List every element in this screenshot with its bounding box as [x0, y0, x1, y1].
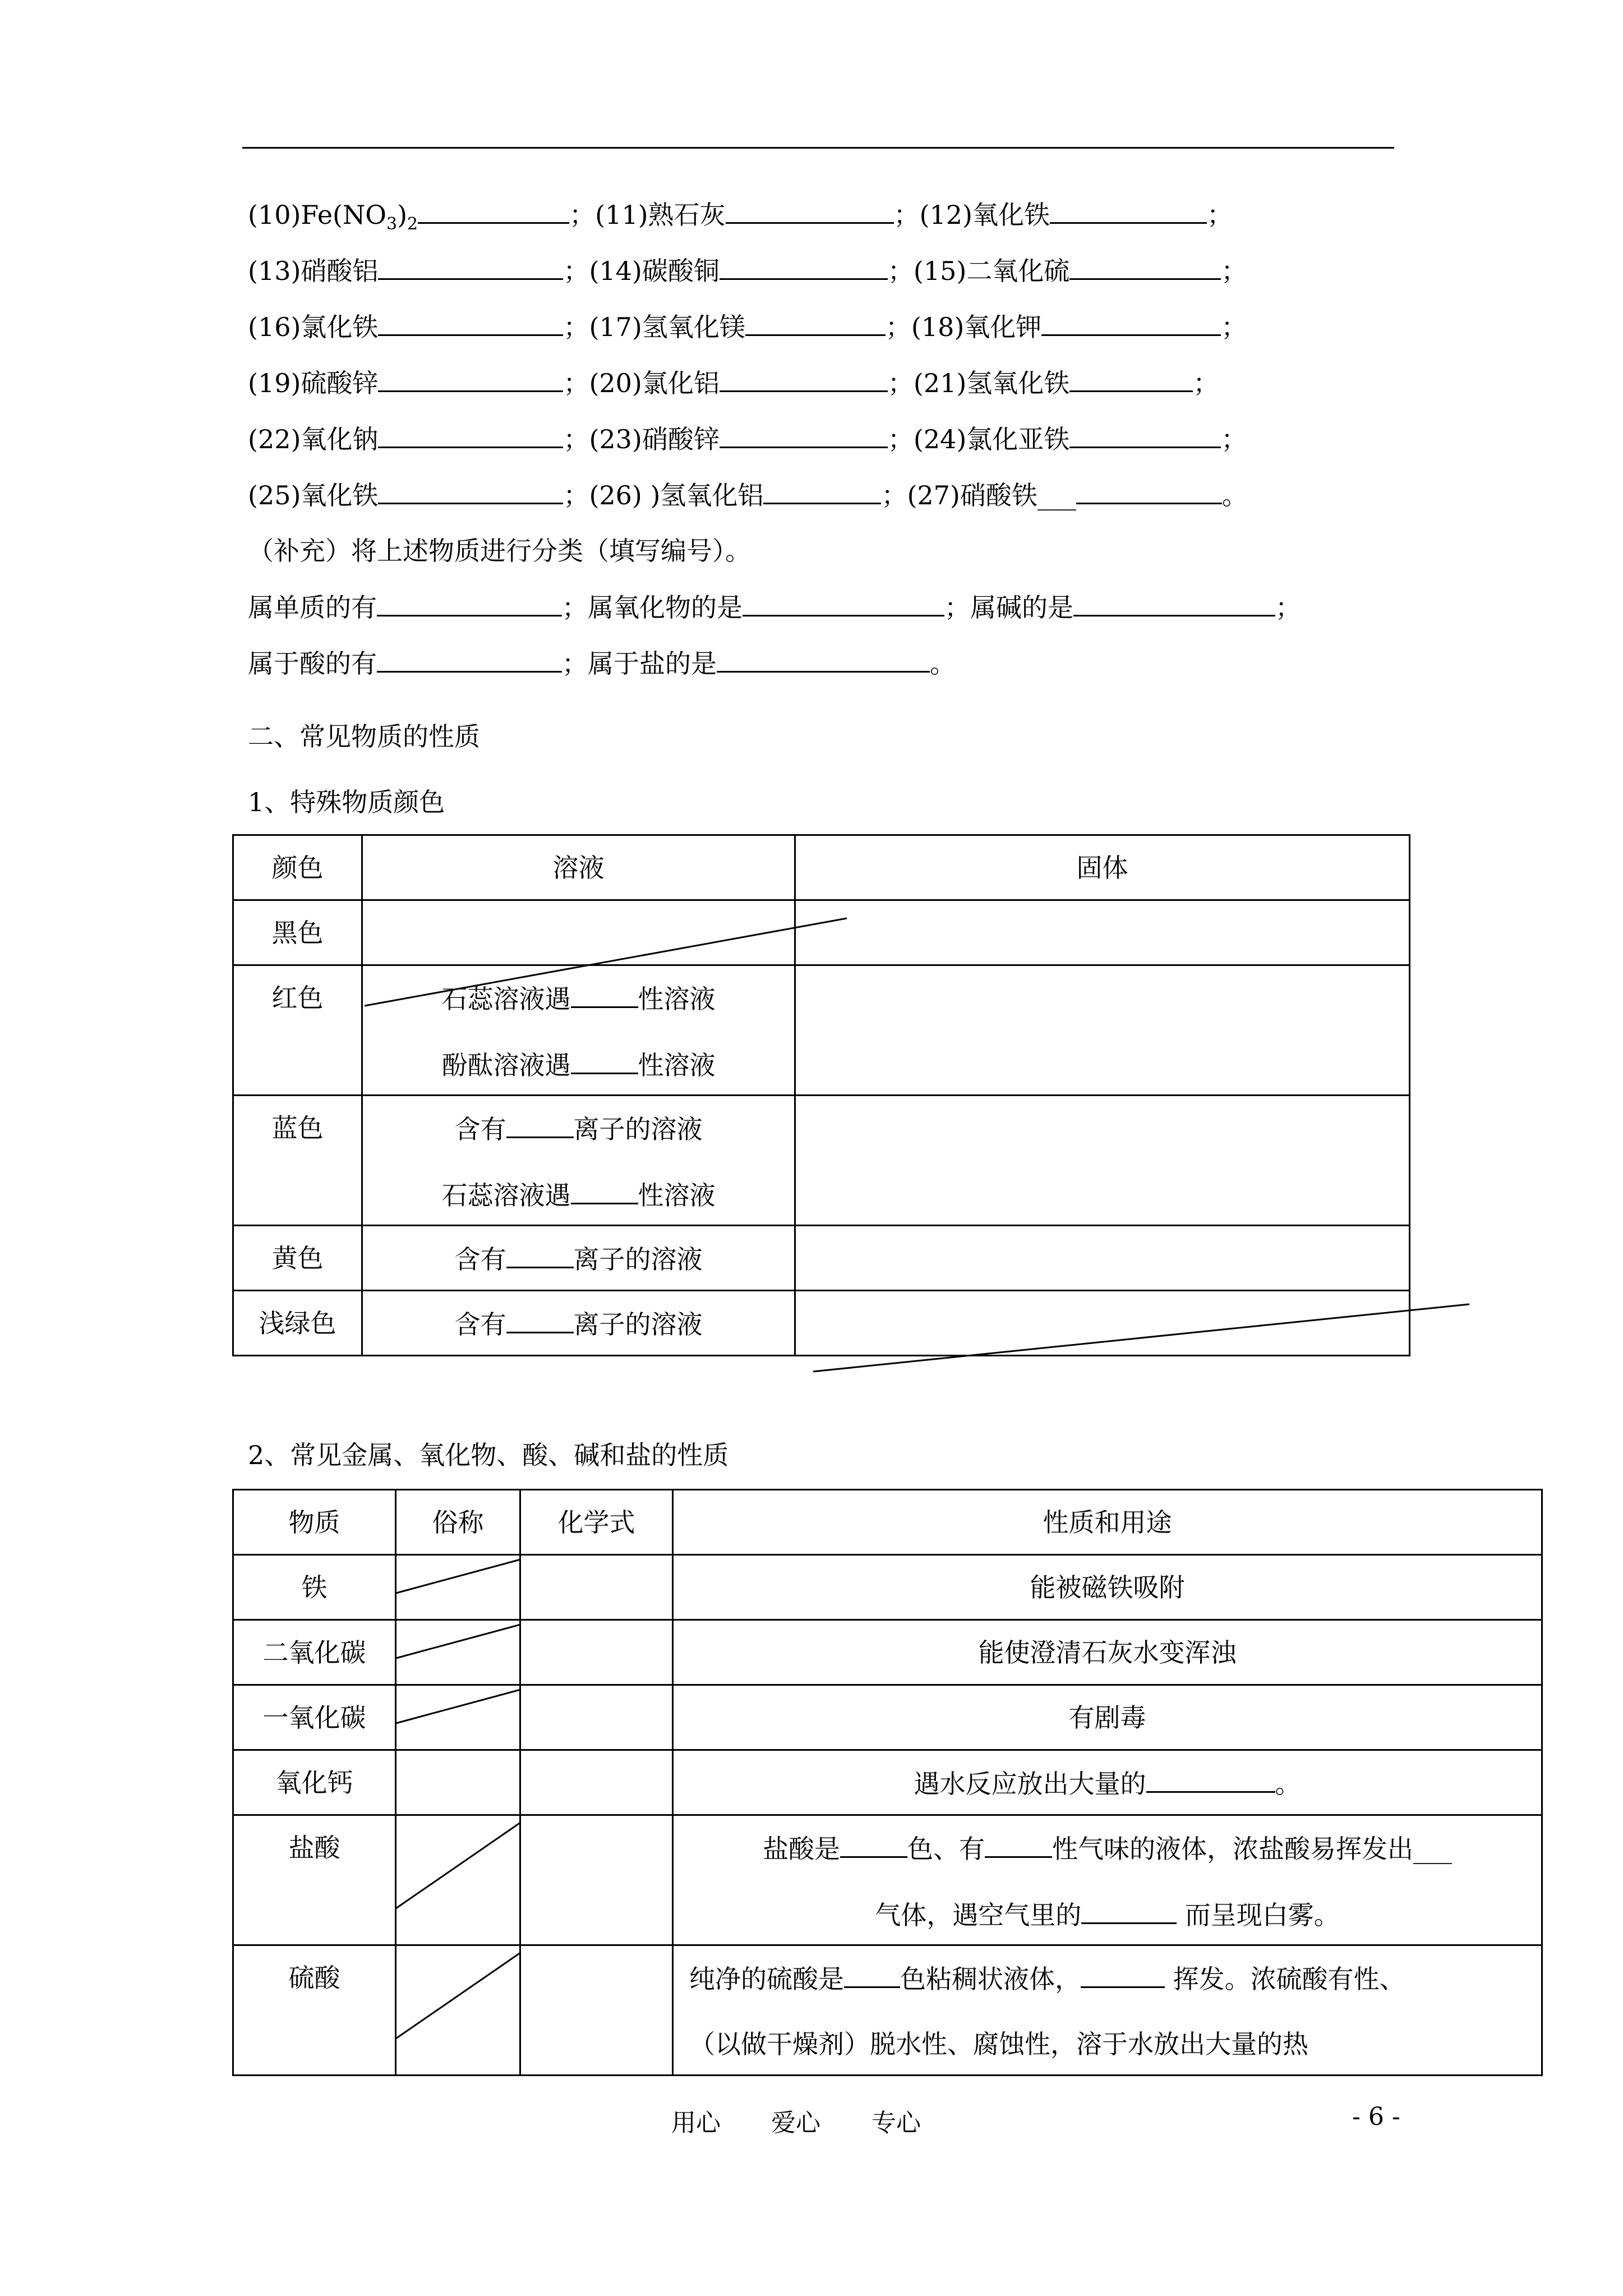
substance-name: 一氧化碳: [233, 1685, 396, 1750]
cell-solution: 含有 离子的溶液 石蕊溶液遇 性溶液: [362, 1096, 795, 1226]
cell-solution: [362, 900, 795, 965]
cell-solid[interactable]: [795, 1096, 1410, 1226]
color-table: [232, 834, 1410, 1356]
answer-blank[interactable]: [726, 197, 894, 224]
answer-blank[interactable]: [985, 1832, 1052, 1858]
answer-blank[interactable]: [840, 1832, 907, 1858]
answer-blank[interactable]: [1041, 310, 1221, 336]
answer-blank[interactable]: [844, 1962, 900, 1988]
row-color-label: 浅绿色: [233, 1291, 362, 1356]
answer-blank[interactable]: [763, 478, 881, 504]
row-color-label: 黄色: [233, 1226, 362, 1291]
cell-properties: 纯净的硫酸是 色粘稠状液体， 挥发。浓硫酸有性、 （以做干燥剂）脱水性、腐蚀性，溶于水放出大量的热: [673, 1945, 1542, 2076]
cell-common-name[interactable]: [396, 1750, 520, 1815]
answer-blank[interactable]: [571, 1048, 638, 1074]
cell-formula[interactable]: [520, 1685, 673, 1750]
cell-solid[interactable]: [795, 965, 1410, 1096]
header-solid: 固体: [795, 835, 1410, 900]
cell-formula[interactable]: [520, 1815, 673, 1945]
exercise-line-1: $(10)Fe(NO_3)_2$ ；(11)熟石灰 ；(12)氧化铁 ；: [248, 197, 1233, 241]
answer-blank[interactable]: [1069, 254, 1221, 280]
cell-solid[interactable]: [795, 900, 1410, 965]
answer-blank[interactable]: [1146, 1766, 1275, 1793]
cell-formula[interactable]: [520, 1750, 673, 1815]
header-common-name: 俗称: [396, 1490, 520, 1555]
classify-intro: （补充）将上述物质进行分类（填写编号）。: [248, 536, 751, 566]
cell-formula[interactable]: [520, 1555, 673, 1620]
cell-properties: 能使澄清石灰水变浑浊: [673, 1620, 1542, 1685]
answer-blank[interactable]: [378, 254, 563, 280]
cell-common-name: [396, 1555, 520, 1620]
classify-line-1: 属单质的有 ；属氧化物的是 ；属碱的是 ；: [248, 590, 1301, 624]
header-solution: 溶液: [362, 835, 795, 900]
cell-properties: 能被磁铁吸附: [673, 1555, 1542, 1620]
footer-motto-2: 爱心: [771, 2109, 820, 2137]
cell-common-name: [396, 1815, 520, 1945]
substance-name: 硫酸: [233, 1945, 396, 2076]
answer-blank[interactable]: [506, 1307, 574, 1333]
answer-blank[interactable]: [378, 366, 563, 392]
footer-motto-1: 用心: [671, 2109, 721, 2137]
cell-solution: 含有 离子的溶液: [362, 1291, 795, 1356]
answer-blank[interactable]: [1081, 1962, 1165, 1988]
substance-name: 氧化钙: [233, 1750, 396, 1815]
subsection-title-properties: 2、常见金属、氧化物、酸、碱和盐的性质: [248, 1440, 729, 1470]
answer-blank[interactable]: [571, 982, 638, 1008]
cell-properties: 有剧毒: [673, 1685, 1542, 1750]
cell-solid[interactable]: [795, 1291, 1410, 1356]
header-rule: [242, 147, 1394, 149]
answer-blank[interactable]: [418, 197, 569, 224]
exercise-line-6: (25)氧化铁 ；(26) )氢氧化铝 ；(27)硝酸铁___ 。: [248, 478, 1248, 512]
exercise-line-3: (16)氯化铁 ；(17)氢氧化镁 ；(18)氧化钾 ；: [248, 310, 1247, 344]
header-color: 颜色: [233, 835, 362, 900]
cell-formula[interactable]: [520, 1945, 673, 2076]
answer-blank[interactable]: [378, 422, 563, 448]
answer-blank[interactable]: [506, 1112, 574, 1138]
substance-name: 二氧化碳: [233, 1620, 396, 1685]
answer-blank[interactable]: [377, 646, 562, 673]
exercise-line-2: (13)硝酸铝 ；(14)碳酸铜 ；(15)二氧化硫 ；: [248, 254, 1247, 288]
header-formula: 化学式: [520, 1490, 673, 1555]
answer-blank[interactable]: [378, 478, 563, 504]
answer-blank[interactable]: [720, 254, 888, 280]
row-color-label: 蓝色: [233, 1096, 362, 1226]
answer-blank[interactable]: [506, 1242, 574, 1268]
cell-solution: 石蕊溶液遇 性溶液 酚酞溶液遇 性溶液: [362, 965, 795, 1096]
header-substance: 物质: [233, 1490, 396, 1555]
subsection-title-colors: 1、特殊物质颜色: [248, 787, 445, 817]
row-color-label: 红色: [233, 965, 362, 1096]
answer-blank[interactable]: [571, 1178, 638, 1204]
cell-properties: 盐酸是 色、有 性气味的液体，浓盐酸易挥发出___ 气体，遇空气里的 而呈现白雾。: [673, 1815, 1542, 1945]
answer-blank[interactable]: [1073, 590, 1275, 616]
exercise-line-5: (22)氧化钠 ；(23)硝酸锌 ；(24)氯化亚铁 ；: [248, 422, 1247, 456]
answer-blank[interactable]: [743, 590, 944, 616]
classify-line-2: 属于酸的有 ；属于盐的是 。: [248, 646, 956, 680]
cell-formula[interactable]: [520, 1620, 673, 1685]
answer-blank[interactable]: [717, 646, 930, 673]
answer-blank[interactable]: [720, 422, 888, 448]
answer-blank[interactable]: [378, 310, 563, 336]
cell-solution: 含有 离子的溶液: [362, 1226, 795, 1291]
answer-blank[interactable]: [377, 590, 562, 616]
exercise-line-4: (19)硫酸锌 ；(20)氯化铝 ；(21)氢氧化铁 ；: [248, 366, 1219, 400]
footer-motto-3: 专心: [872, 2109, 921, 2137]
cell-common-name: [396, 1620, 520, 1685]
header-properties: 性质和用途: [673, 1490, 1542, 1555]
properties-table: [232, 1489, 1543, 2076]
answer-blank[interactable]: [1069, 422, 1221, 448]
cell-solid[interactable]: [795, 1226, 1410, 1291]
page-number: - 6 -: [1352, 2102, 1400, 2131]
cell-common-name: [396, 1945, 520, 2076]
answer-blank[interactable]: [1081, 1898, 1177, 1924]
section-title: 二、常见物质的性质: [248, 721, 480, 752]
cell-properties: 遇水反应放出大量的 。: [673, 1750, 1542, 1815]
answer-blank[interactable]: [720, 366, 888, 392]
answer-blank[interactable]: [1076, 478, 1222, 504]
row-color-label: 黑色: [233, 900, 362, 965]
substance-name: 盐酸: [233, 1815, 396, 1945]
answer-blank[interactable]: [1050, 197, 1207, 224]
answer-blank[interactable]: [745, 310, 886, 336]
answer-blank[interactable]: [1069, 366, 1193, 392]
cell-common-name: [396, 1685, 520, 1750]
substance-name: 铁: [233, 1555, 396, 1620]
